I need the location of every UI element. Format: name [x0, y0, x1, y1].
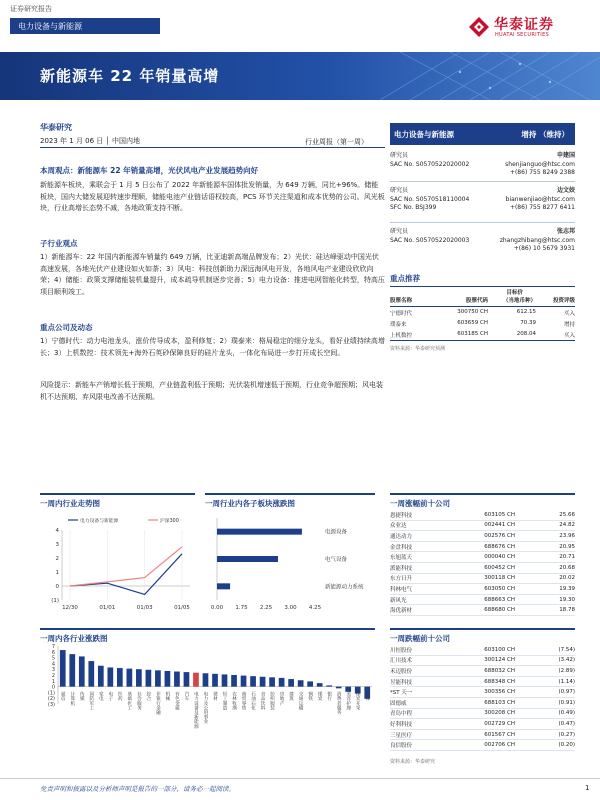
org-name: 华泰研究 [40, 123, 72, 132]
bar [326, 685, 332, 686]
bar [222, 674, 228, 686]
logo-mark-icon [468, 16, 490, 38]
rank-code: 688663 CH [484, 596, 515, 603]
rank-row [390, 510, 575, 521]
rank-val: 24.82 [559, 522, 575, 529]
rank-val: 20.68 [559, 564, 575, 571]
bar [117, 668, 123, 687]
rank-row [390, 740, 575, 751]
analyst-name: 边文姣 [556, 187, 575, 194]
y-tick-label: 6 [51, 649, 55, 656]
analyst-phone: +(86) 755 8277 6411 [509, 204, 575, 211]
x-tick-label: 0.00 [210, 605, 224, 611]
x-category-label: 环保 [364, 691, 370, 701]
rank-name: 固德威 [390, 700, 407, 707]
rank-name: 通达动力 [390, 533, 413, 540]
bar [107, 667, 113, 686]
chart2-svg [205, 510, 380, 620]
rank-code: 002706 CH [484, 742, 515, 749]
rec-target: 70.39 [520, 319, 536, 326]
industry-text: 1）新能源车：22 年国内新能源车销量约 649 万辆，比亚迪新高端品牌发布；2）光伏：硅达峰驱动中国光伏高速发展，各地光伏产业建设如火如荼；3）风电：科技创新助力深远海风电开发，各地风电产业建设欣欣向荣；4）储能：政策支撑储能装机量提升，成本疏导机制逐步完善；5）电力设备：推进电网智能化转型，特高压项目顺利竣工。 [40, 253, 385, 296]
footer-divider [0, 778, 600, 779]
rank-name: 东方日升 [390, 576, 413, 583]
y-tick-label: (1) [47, 690, 55, 697]
y-tick-label: (1) [51, 598, 59, 604]
x-category-label: 汽车 [183, 691, 189, 701]
rank-row [390, 677, 575, 688]
rank-row [390, 574, 575, 585]
rank-name: 金盘科技 [390, 544, 413, 551]
x-category-label: 美容护理 [345, 691, 351, 711]
x-category-label: 家电 [98, 691, 104, 701]
rank-name: 川恒股份 [390, 647, 413, 654]
rec-target: 208.04 [516, 330, 536, 337]
col-code: 股票代码 [465, 298, 488, 304]
losers-source: 资料来源：华泰研究 [390, 759, 436, 765]
x-category-label: 社会服务 [136, 691, 142, 711]
bar [127, 669, 133, 687]
x-category-label: 银行 [326, 691, 332, 701]
bar [155, 670, 161, 686]
rank-val: (1.14) [558, 678, 575, 685]
rank-code: 603100 CH [484, 646, 515, 653]
rank-code: 688680 CH [484, 607, 515, 614]
x-category-label: 国防军工 [88, 691, 94, 711]
risk-text: 风险提示：新能车产销增长低于预期，产业链盈利低于预期；光伏装机增速低于预期，行业竞争超预期；风电装机不达预期、弃风限电改善不达预期。 [40, 381, 383, 401]
rank-val: (0.91) [558, 699, 575, 706]
rank-code: 688348 CH [484, 678, 515, 685]
analyst-sac: SAC No. S0570522020003 [390, 236, 470, 244]
rank-val: 25.66 [559, 511, 575, 518]
bar [174, 672, 180, 687]
bar [217, 583, 230, 589]
rank-code: 600452 CH [484, 564, 515, 571]
rec-name: 上机数控 [390, 332, 413, 339]
key-recs-heading: 重点推荐 [390, 274, 420, 283]
x-tick-label: 01/01 [99, 605, 116, 611]
rank-name: 恩捷科技 [390, 512, 413, 519]
rank-code: 688676 CH [484, 543, 515, 550]
rank-row [390, 687, 575, 698]
y-tick-label: 3 [51, 667, 55, 674]
bar [298, 680, 304, 686]
rec-row [390, 307, 575, 318]
key-recs-table [390, 288, 575, 341]
category-label: 电源设备 [325, 529, 348, 536]
y-tick-label: 3 [55, 542, 59, 548]
x-category-label: 机械 [164, 691, 170, 701]
bar [69, 654, 75, 686]
page-title: 新能源车 22 年销量高增 [40, 67, 220, 85]
x-category-label: 煤炭开采 [355, 691, 361, 711]
x-category-label: 电力设备及新能源 [193, 691, 199, 729]
col-rating: 投资评级 [552, 298, 575, 304]
rank-val: (2.89) [558, 667, 575, 674]
rank-row [390, 719, 575, 730]
analyst-sac: SAC No. S0570522020002 [390, 160, 470, 168]
chart3-svg [40, 642, 380, 767]
col-target-2: （当地币种） [502, 298, 536, 304]
logo-text-cn: 华泰证券 [494, 17, 554, 33]
col-target-1: 目标价 [506, 290, 523, 296]
rank-val: (0.47) [558, 720, 575, 727]
bar [217, 529, 302, 535]
rec-name: 璞泰来 [390, 321, 407, 328]
gainers-table [390, 510, 575, 616]
x-tick-label: 1.75 [235, 605, 248, 611]
bar [269, 677, 275, 686]
rank-val: 23.96 [559, 532, 575, 539]
legend-label: 电力设备与新能源 [80, 519, 119, 524]
x-category-label: 建筑 [288, 691, 294, 701]
rating-value: 增持 （维持） [521, 130, 569, 139]
x-category-label: 房地产 [279, 691, 285, 706]
rating-box [390, 123, 575, 145]
rank-code: 300356 CH [484, 689, 515, 696]
y-tick-label: 5 [51, 655, 55, 662]
x-category-label: 电力及公用事业 [202, 691, 208, 724]
rank-val: 19.39 [559, 585, 575, 592]
bar [98, 666, 104, 687]
summary-text: 新能源车板块，乘联会于 1 月 5 日公布了 2022 年新能源车国体批发销量，为 649 万辆，同比+96%。储能板块，国内大储发展迎转速步理顺，储能电池产业链话语权较高，PCS 环节关注渠道和成本优势的公司。风光板块，行业高增长态势不减，各地政策支持不断。 [40, 181, 385, 212]
bar [146, 670, 152, 687]
rank-code: 300208 CH [484, 710, 515, 717]
rank-name: 众业达 [390, 523, 407, 530]
y-tick-label: (2) [47, 696, 55, 703]
series-line [70, 547, 182, 586]
x-tick-label: 4.25 [308, 605, 322, 611]
x-category-label: 煤炭 [317, 691, 323, 701]
key-recs-rule [390, 286, 575, 287]
rank-name: 汇川技术 [390, 658, 413, 665]
rank-val: (3.42) [558, 657, 575, 664]
rank-val: 20.95 [559, 543, 575, 550]
analyst-role: 研究员 [390, 228, 409, 235]
x-category-label: 有色金属 [174, 691, 180, 711]
x-category-label: 商贸零售 [241, 691, 247, 711]
y-tick-label: 4 [55, 528, 59, 534]
y-tick-label: 2 [51, 673, 55, 679]
analyst-block-3 [390, 228, 575, 254]
rank-val: (0.49) [558, 710, 575, 717]
x-tick-label: 01/05 [174, 605, 190, 611]
rank-row [390, 730, 575, 741]
rank-code: 002729 CH [484, 720, 515, 727]
rank-row [390, 531, 575, 542]
col-name: 股票名称 [390, 298, 413, 304]
companies-text: 1）宁德时代：动力电池龙头，涨价传导成本，盈利修复；2）璞泰来：格局稳定的细分龙头，看好业绩持续高增长；3）上机数控：技术领先+海外石英砂保障良好的硅片龙头，一体化布局进一步打开成长空间。 [40, 337, 385, 357]
bar [279, 678, 285, 687]
analyst-name: 张志邦 [556, 228, 575, 235]
rank-val: (0.20) [558, 742, 575, 749]
analyst-role: 研究员 [390, 187, 409, 194]
summary-heading: 本周观点：新能源车 22 年销量高增，光伏风电产业发展趋势向好 [40, 166, 259, 175]
analyst-block-1 [390, 152, 575, 178]
bar [307, 681, 313, 686]
bar [165, 671, 171, 687]
rank-code: 002441 CH [484, 522, 515, 529]
y-tick-label: 0 [55, 584, 59, 590]
x-category-label: 石油石化 [250, 691, 256, 711]
rank-code: 688032 CH [484, 667, 515, 674]
rank-row [390, 656, 575, 667]
chart3-heading: 一周内各行业涨跌图 [40, 628, 375, 644]
y-tick-label: 1 [51, 678, 55, 685]
industry-heading: 子行业观点 [40, 239, 78, 248]
rec-rating: 买入 [563, 310, 575, 317]
y-tick-label: 0 [51, 684, 55, 691]
bar [184, 672, 190, 687]
bar [250, 676, 256, 686]
rank-name: 良信股份 [390, 743, 413, 750]
analyst-sac: SAC No. S0570518110004 [390, 195, 470, 203]
x-category-label: 基础化工 [126, 691, 132, 711]
analyst-email[interactable]: shenjianguo@htsc.com [505, 160, 575, 168]
rec-row [390, 318, 575, 329]
rec-code: 300750 CH [457, 308, 488, 315]
rank-code: 000040 CH [484, 554, 515, 561]
analyst-email[interactable]: zhangzhibang@htsc.com [499, 236, 575, 244]
rank-row [390, 698, 575, 709]
x-category-label: 综合 [145, 691, 151, 701]
rank-row [390, 605, 575, 616]
x-category-label: 农林牧渔 [231, 691, 237, 711]
rank-name: 好利科技 [390, 721, 413, 728]
bar [136, 669, 142, 686]
rank-val: 19.30 [559, 596, 575, 603]
rank-val: (0.97) [558, 689, 575, 696]
category-label: 新能源动力系统 [325, 584, 364, 591]
x-category-label: 通信 [60, 691, 66, 701]
rec-rating: 买入 [563, 332, 575, 339]
rank-row [390, 552, 575, 563]
x-tick-label: 3.00 [284, 605, 297, 611]
x-category-label: 食品饮料 [260, 691, 266, 711]
divider [40, 147, 385, 148]
losers-heading: 一周跌幅前十公司 [390, 628, 575, 644]
rank-val: 20.02 [559, 575, 575, 582]
x-category-label: 消费者服务 [336, 691, 342, 715]
rank-name: 青岛中程 [390, 711, 413, 718]
rank-name: 东旭蓝天 [390, 555, 413, 562]
analyst-divider [390, 181, 575, 182]
rank-code: 603105 CH [484, 511, 515, 518]
y-tick-label: (3) [47, 702, 55, 708]
bar [231, 675, 237, 687]
analyst-role: 研究员 [390, 152, 409, 159]
banner-decoration [340, 52, 600, 100]
analyst-divider [390, 222, 575, 223]
title-banner [0, 52, 600, 100]
rec-code: 603659 CH [457, 319, 488, 326]
category-label: 电气设备 [325, 557, 348, 563]
bar [88, 661, 94, 687]
bar [217, 556, 278, 562]
rank-row [390, 645, 575, 656]
rank-name: 昱能科技 [390, 679, 413, 686]
bar [193, 673, 199, 687]
rank-row [390, 666, 575, 677]
bar [60, 650, 66, 687]
rating-sector: 电力设备与新能源 [394, 130, 454, 139]
x-category-label: 交通运输 [298, 691, 304, 711]
rank-code: 300124 CH [484, 657, 515, 664]
page-number: 1 [585, 784, 590, 792]
rank-code: 603050 CH [484, 585, 515, 592]
doc-type-label: 证券研究报告 [10, 5, 52, 13]
rank-row [390, 584, 575, 595]
rank-code: 688103 CH [484, 699, 515, 706]
bar [212, 674, 218, 687]
logo [468, 14, 593, 44]
x-category-label: 轻工制造 [222, 691, 228, 711]
rank-row [390, 709, 575, 720]
bar [317, 683, 323, 686]
rank-name: *ST 天一 [390, 690, 413, 697]
gainers-heading: 一周涨幅前十公司 [390, 493, 575, 509]
bar [203, 673, 209, 686]
rec-row [390, 329, 575, 341]
rank-name: 派能科技 [390, 565, 413, 572]
footer-disclaimer: 免责声明和披露以及分析师声明是报告的一部分，请务必一起阅读。 [40, 785, 235, 793]
x-tick-label: 12/30 [62, 605, 78, 611]
logo-text-en: HUATAI SECURITIES [495, 32, 549, 38]
rank-code: 300118 CH [484, 575, 515, 582]
bar [79, 656, 85, 686]
x-category-label: 钢铁 [307, 691, 313, 701]
analyst-email[interactable]: bianwenjiao@htsc.com [505, 195, 575, 203]
report-type: 行业周报（第一周） [305, 138, 368, 146]
x-tick-label: 2.25 [259, 605, 273, 611]
rec-code: 603185 CH [457, 330, 488, 337]
bar [288, 679, 294, 687]
rank-row [390, 563, 575, 574]
bar [260, 677, 266, 687]
x-category-label: 非银行金融 [155, 691, 161, 715]
rank-val: 18.78 [559, 607, 575, 614]
analyst-block-2 [390, 187, 575, 213]
x-category-label: 建材 [212, 691, 218, 701]
losers-table [390, 645, 575, 751]
bar [241, 676, 247, 687]
rec-target: 612.15 [516, 308, 536, 315]
rec-name: 宁德时代 [390, 310, 413, 317]
rank-row [390, 595, 575, 606]
x-category-label: 传媒 [79, 691, 85, 701]
rank-row [390, 542, 575, 553]
analyst-sfc: SFC No. BSJ399 [390, 204, 437, 211]
rank-val: 20.71 [559, 554, 575, 561]
rank-row [390, 521, 575, 532]
x-tick-label: 01/03 [136, 605, 153, 611]
rank-name: 新风光 [390, 597, 407, 604]
bar [336, 687, 342, 689]
rank-name: 三星医疗 [390, 732, 413, 739]
y-tick-label: 2 [55, 556, 59, 562]
companies-heading: 重点公司及动态 [40, 323, 93, 332]
rank-val: (7.54) [558, 646, 575, 653]
rank-name: 科林电气 [390, 586, 413, 593]
rank-val: (0.27) [558, 731, 575, 738]
rec-rating: 增持 [563, 321, 575, 328]
date-line: 2023 年 1 月 06 日 │ 中国内地 [40, 137, 140, 145]
sector-tag: 电力设备与新能源 [10, 18, 160, 34]
rank-name: 禾迈股份 [390, 668, 413, 675]
y-tick-label: 7 [51, 644, 55, 650]
analyst-phone: +(86) 10 5679 3931 [513, 245, 575, 252]
x-category-label: 电子 [107, 691, 113, 701]
y-tick-label: 1 [55, 570, 59, 576]
rank-code: 002576 CH [484, 532, 515, 539]
chart1-svg [40, 510, 200, 620]
analyst-name: 申建国 [556, 152, 575, 159]
key-recs-source: 资料来源：华泰研究预测 [390, 346, 446, 352]
x-category-label: 纺织服装 [269, 691, 275, 711]
x-category-label: 计算机 [69, 691, 75, 706]
legend-label: 沪深300 [160, 519, 179, 524]
y-tick-label: 4 [51, 661, 55, 668]
rank-name: 海优新材 [390, 608, 413, 615]
analyst-phone: +(86) 755 8249 2388 [509, 169, 575, 176]
chart1-heading: 一周内行业走势图 [40, 493, 195, 509]
x-category-label: 医药 [117, 691, 123, 701]
rank-code: 601567 CH [484, 731, 515, 738]
chart2-heading: 一周行业内各子板块涨跌图 [205, 493, 375, 509]
